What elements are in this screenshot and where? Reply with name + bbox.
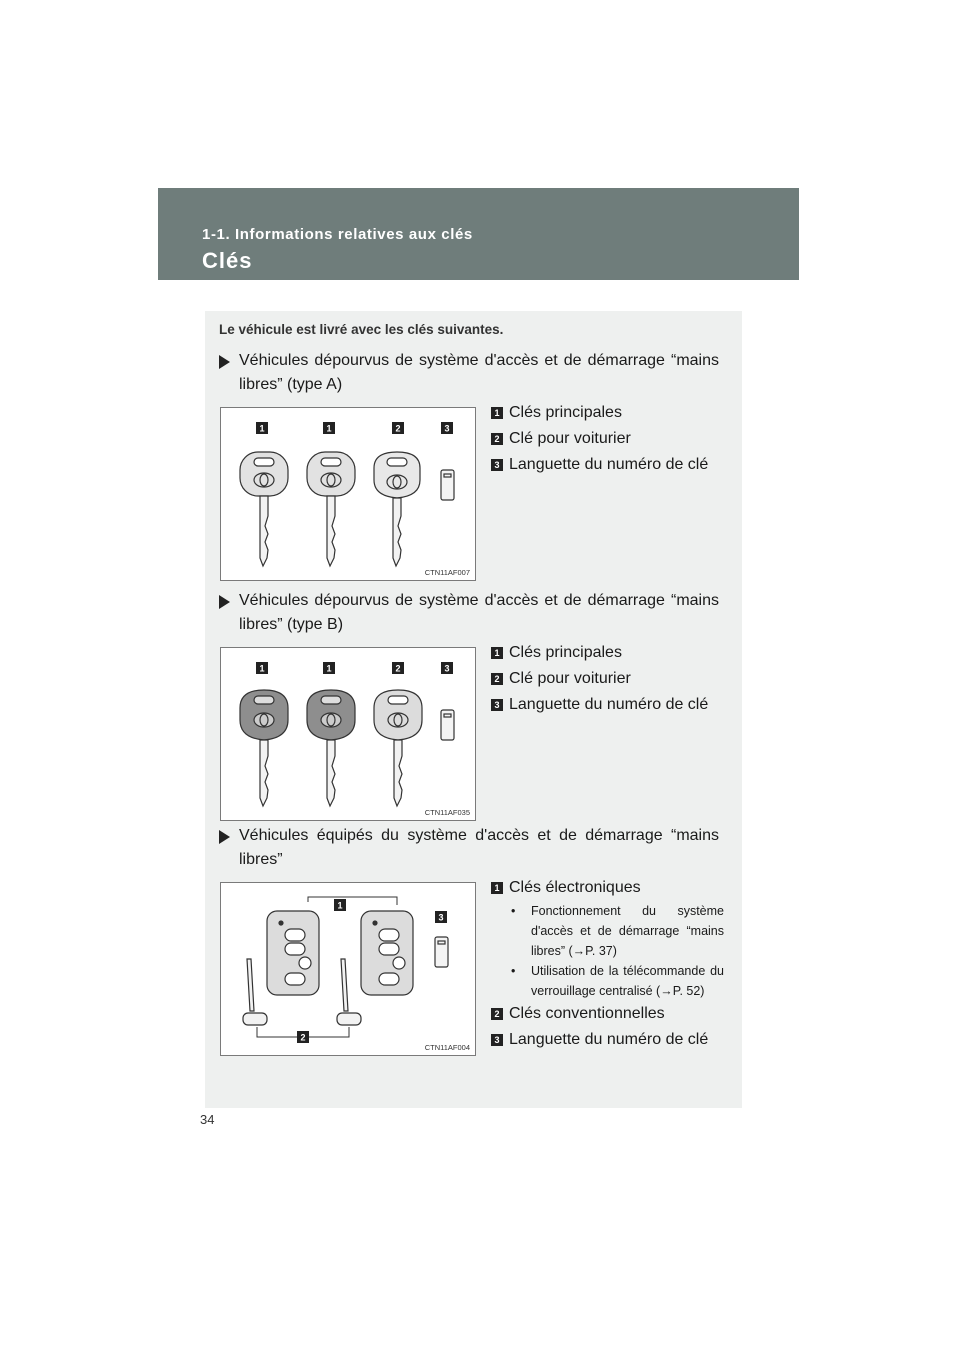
legend-item: 1 Clés électroniques — [491, 875, 726, 901]
keys-illustration — [221, 648, 475, 820]
svg-text:1: 1 — [337, 900, 343, 911]
keys-illustration — [221, 883, 475, 1055]
page-title: Clés — [202, 248, 253, 273]
number-badge: 1 — [491, 647, 503, 659]
intro-text: Le véhicule est livré avec les clés suivantes. — [219, 322, 504, 337]
keys-illustration — [221, 408, 475, 580]
legend-item: 1 Clés principales — [491, 400, 726, 426]
chapter-header — [158, 188, 799, 280]
mechanical-key-icon — [243, 959, 267, 1025]
figure-code: CTN11AF007 — [424, 568, 470, 577]
content-panel — [205, 311, 742, 1108]
badge-3 — [435, 911, 447, 923]
triangle-bullet-icon — [219, 355, 230, 369]
smart-key-fob-icon — [267, 911, 319, 995]
keys-figure-type-b — [220, 647, 476, 821]
badge-1b — [323, 662, 335, 674]
bullet-dot-icon: • — [511, 904, 516, 918]
legend-item: 2 Clés conventionnelles — [491, 1001, 726, 1027]
badge-2 — [297, 1031, 309, 1043]
master-key-icon — [307, 690, 355, 806]
legend-smart-key — [491, 875, 726, 1053]
badge-2 — [392, 422, 404, 434]
svg-text:2: 2 — [300, 1032, 306, 1043]
keys-figure-smart — [220, 882, 476, 1056]
number-badge: 3 — [491, 699, 503, 711]
svg-text:2: 2 — [395, 663, 401, 674]
key-tag-icon — [435, 937, 448, 967]
sub-item: • Fonctionnement du système d'accès et de démarrage “mains libres” (→P. 37) — [491, 901, 726, 961]
legend-item: 3 Languette du numéro de clé — [491, 452, 726, 478]
badge-1 — [256, 662, 268, 674]
figure-code: CTN11AF035 — [424, 808, 470, 817]
badge-1 — [256, 422, 268, 434]
key-tag-icon — [441, 470, 454, 500]
legend-item: 2 Clé pour voiturier — [491, 666, 726, 692]
svg-text:2: 2 — [395, 423, 401, 434]
legend-item: 2 Clé pour voiturier — [491, 426, 726, 452]
valet-key-icon — [374, 452, 420, 566]
svg-text:3: 3 — [444, 663, 450, 674]
badge-1b — [323, 422, 335, 434]
svg-text:1: 1 — [326, 423, 332, 434]
legend-item: 3 Languette du numéro de clé — [491, 692, 726, 718]
bullet-smart-key: Véhicules équipés du système d'accès et de démarrage “mains libres” — [219, 824, 719, 872]
number-badge: 2 — [491, 1008, 503, 1020]
key-tag-icon — [441, 710, 454, 740]
number-badge: 1 — [491, 407, 503, 419]
bullet-dot-icon: • — [511, 964, 516, 978]
keys-figure-type-a — [220, 407, 476, 581]
smart-key-fob-icon — [361, 911, 413, 995]
master-key-icon — [240, 690, 288, 806]
badge-1 — [334, 899, 346, 911]
figure-code: CTN11AF004 — [424, 1043, 470, 1052]
legend-item: 3 Languette du numéro de clé — [491, 1027, 726, 1053]
legend-item: 1 Clés principales — [491, 640, 726, 666]
master-key-icon — [307, 452, 355, 566]
page-number: 34 — [200, 1112, 215, 1127]
badge-2 — [392, 662, 404, 674]
number-badge: 2 — [491, 673, 503, 685]
number-badge: 3 — [491, 459, 503, 471]
number-badge: 3 — [491, 1034, 503, 1046]
legend-type-a — [491, 400, 726, 478]
number-badge: 2 — [491, 433, 503, 445]
svg-text:3: 3 — [444, 423, 450, 434]
triangle-bullet-icon — [219, 595, 230, 609]
svg-text:1: 1 — [259, 423, 265, 434]
master-key-icon — [240, 452, 288, 566]
bullet-type-a: Véhicules dépourvus de système d'accès et de démarrage “mains libres” (type A) — [219, 349, 719, 397]
mechanical-key-icon — [337, 959, 361, 1025]
svg-text:1: 1 — [259, 663, 265, 674]
legend-type-b — [491, 640, 726, 718]
svg-text:3: 3 — [438, 912, 444, 923]
badge-3 — [441, 662, 453, 674]
svg-text:1: 1 — [326, 663, 332, 674]
number-badge: 1 — [491, 882, 503, 894]
valet-key-icon — [374, 690, 422, 806]
bullet-type-b: Véhicules dépourvus de système d'accès et de démarrage “mains libres” (type B) — [219, 589, 719, 637]
badge-3 — [441, 422, 453, 434]
triangle-bullet-icon — [219, 830, 230, 844]
section-label: 1-1. Informations relatives aux clés — [202, 226, 473, 243]
sub-item: • Utilisation de la télécommande du verrouillage centralisé (→P. 52) — [491, 961, 726, 1001]
